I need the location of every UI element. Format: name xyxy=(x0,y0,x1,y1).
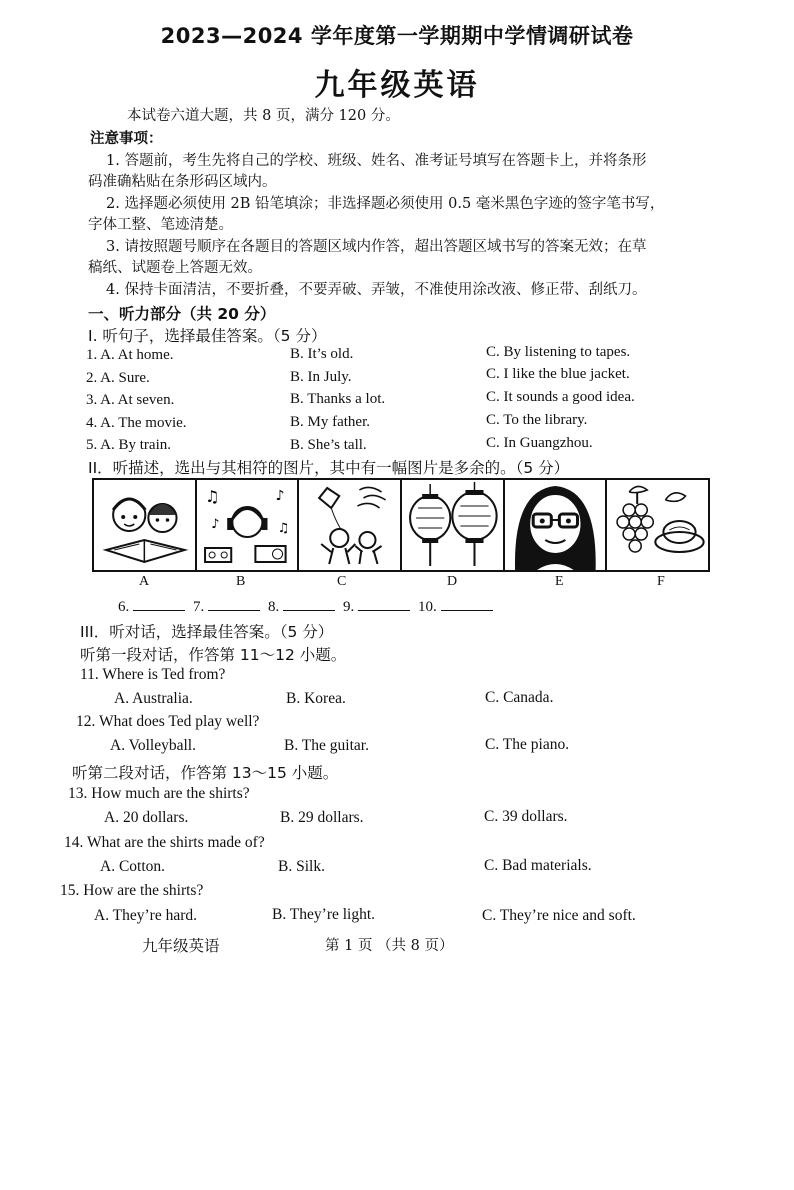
q13-option-c: C. 39 dollars. xyxy=(484,808,568,825)
notice-line: 码准确粘贴在条形码区域内。 xyxy=(88,174,277,190)
blank-number: 8. xyxy=(268,599,280,615)
exam-subtitle: 九年级英语 xyxy=(314,68,480,103)
q14-option-b: B. Silk. xyxy=(278,858,325,875)
picture-e-woman-glasses xyxy=(505,480,608,570)
dialog1-instruction: 听第一段对话，作答第 11～12 小题。 xyxy=(80,646,347,664)
notice-line: 4. 保持卡面清洁，不要折叠，不要弄破、弄皱，不准使用涂改液、修正带、刮纸刀。 xyxy=(106,282,647,298)
picture-f-grapes-mooncake xyxy=(607,480,708,570)
q4-option-c: C. To the library. xyxy=(486,412,588,428)
q5-option-c: C. In Guangzhou. xyxy=(486,435,593,451)
picture-strip xyxy=(92,478,710,572)
q15-option-c: C. They’re nice and soft. xyxy=(482,907,636,924)
q4-option-a: 4. A. The movie. xyxy=(86,415,187,431)
footer-page-number: 第 1 页 （共 8 页） xyxy=(325,938,454,954)
part-heading: 一、听力部分（共 20 分） xyxy=(88,305,276,323)
picture-c-kids-flying-kite xyxy=(299,480,402,570)
picture-b-music-headphones xyxy=(197,480,300,570)
q5-option-b: B. She’s tall. xyxy=(290,437,367,453)
picture-label-b: B xyxy=(236,574,246,589)
answer-blanks-row xyxy=(118,598,497,616)
exam-title: 2023—2024 学年度第一学期期中学情调研试卷 xyxy=(160,24,634,48)
q3-option-b: B. Thanks a lot. xyxy=(290,391,386,407)
notice-line: 字体工整、笔迹清楚。 xyxy=(88,217,233,233)
section3-heading: III．听对话，选择最佳答案。（5 分） xyxy=(80,623,334,641)
blank-number: 6. xyxy=(118,599,130,615)
notice-line: 1. 答题前，考生先将自己的学校、班级、姓名、准考证号填写在答题卡上，并将条形 xyxy=(106,153,647,169)
notice-line: 2. 选择题必须使用 2B 铅笔填涂；非选择题必须使用 0.5 毫米黑色字迹的签字笔书写， xyxy=(106,196,665,212)
q1-option-c: C. By listening to tapes. xyxy=(486,344,631,360)
exam-info: 本试卷六道大题，共 8 页，满分 120 分。 xyxy=(127,108,400,124)
picture-label-c: C xyxy=(337,574,347,589)
footer-subject: 九年级英语 xyxy=(142,937,220,955)
q14-option-c: C. Bad materials. xyxy=(484,857,592,874)
svg-text:♫: ♫ xyxy=(204,487,220,506)
svg-text:♫: ♫ xyxy=(277,521,289,536)
section1-heading: I. 听句子，选择最佳答案。（5 分） xyxy=(88,327,327,345)
answer-blank-6[interactable] xyxy=(133,598,185,611)
q12-option-c: C. The piano. xyxy=(485,736,570,753)
q3-option-a: 3. A. At seven. xyxy=(86,392,175,408)
picture-label-a: A xyxy=(139,574,150,589)
q12-option-b: B. The guitar. xyxy=(284,737,369,754)
q4-option-b: B. My father. xyxy=(290,414,370,430)
picture-a-children-reading xyxy=(94,480,197,570)
q13-stem: 13. How much are the shirts? xyxy=(68,785,250,802)
q1-option-a: 1. A. At home. xyxy=(86,347,174,363)
q15-option-a: A. They’re hard. xyxy=(94,907,198,924)
q5-option-a: 5. A. By train. xyxy=(86,437,171,453)
answer-blank-8[interactable] xyxy=(283,598,335,611)
q13-option-a: A. 20 dollars. xyxy=(104,809,189,826)
blank-number: 10. xyxy=(418,599,437,615)
dialog2-instruction: 听第二段对话，作答第 13～15 小题。 xyxy=(72,764,339,782)
q14-stem: 14. What are the shirts made of? xyxy=(64,834,265,851)
svg-text:♪: ♪ xyxy=(210,517,220,532)
q12-option-a: A. Volleyball. xyxy=(110,737,196,754)
q2-option-b: B. In July. xyxy=(290,369,352,385)
answer-blank-9[interactable] xyxy=(358,598,410,611)
svg-text:♪: ♪ xyxy=(275,488,285,504)
q1-option-b: B. It’s old. xyxy=(290,346,354,362)
notice-line: 稿纸、试题卷上答题无效。 xyxy=(88,260,262,276)
q13-option-b: B. 29 dollars. xyxy=(280,809,364,826)
notice-line: 3. 请按照题号顺序在各题目的答题区域内作答，超出答题区域书写的答案无效；在草 xyxy=(106,239,647,255)
picture-label-d: D xyxy=(447,574,458,589)
picture-label-e: E xyxy=(555,574,564,589)
q15-option-b: B. They’re light. xyxy=(272,906,376,923)
q3-option-c: C. It sounds a good idea. xyxy=(486,389,635,405)
q12-stem: 12. What does Ted play well? xyxy=(76,713,260,730)
q11-option-c: C. Canada. xyxy=(485,689,554,706)
q14-option-a: A. Cotton. xyxy=(100,858,166,875)
q11-stem: 11. Where is Ted from? xyxy=(80,666,226,683)
blank-number: 9. xyxy=(343,599,355,615)
blank-number: 7. xyxy=(193,599,205,615)
section2-heading: II．听描述，选出与其相符的图片，其中有一幅图片是多余的。（5 分） xyxy=(88,459,570,477)
q2-option-c: C. I like the blue jacket. xyxy=(486,366,630,382)
q2-option-a: 2. A. Sure. xyxy=(86,370,150,386)
answer-blank-7[interactable] xyxy=(208,598,260,611)
notice-heading: 注意事项： xyxy=(90,130,163,147)
q11-option-a: A. Australia. xyxy=(114,690,193,707)
picture-d-lanterns xyxy=(402,480,505,570)
q15-stem: 15. How are the shirts? xyxy=(60,882,204,899)
picture-label-f: F xyxy=(657,574,665,589)
q11-option-b: B. Korea. xyxy=(286,690,346,707)
answer-blank-10[interactable] xyxy=(441,598,493,611)
